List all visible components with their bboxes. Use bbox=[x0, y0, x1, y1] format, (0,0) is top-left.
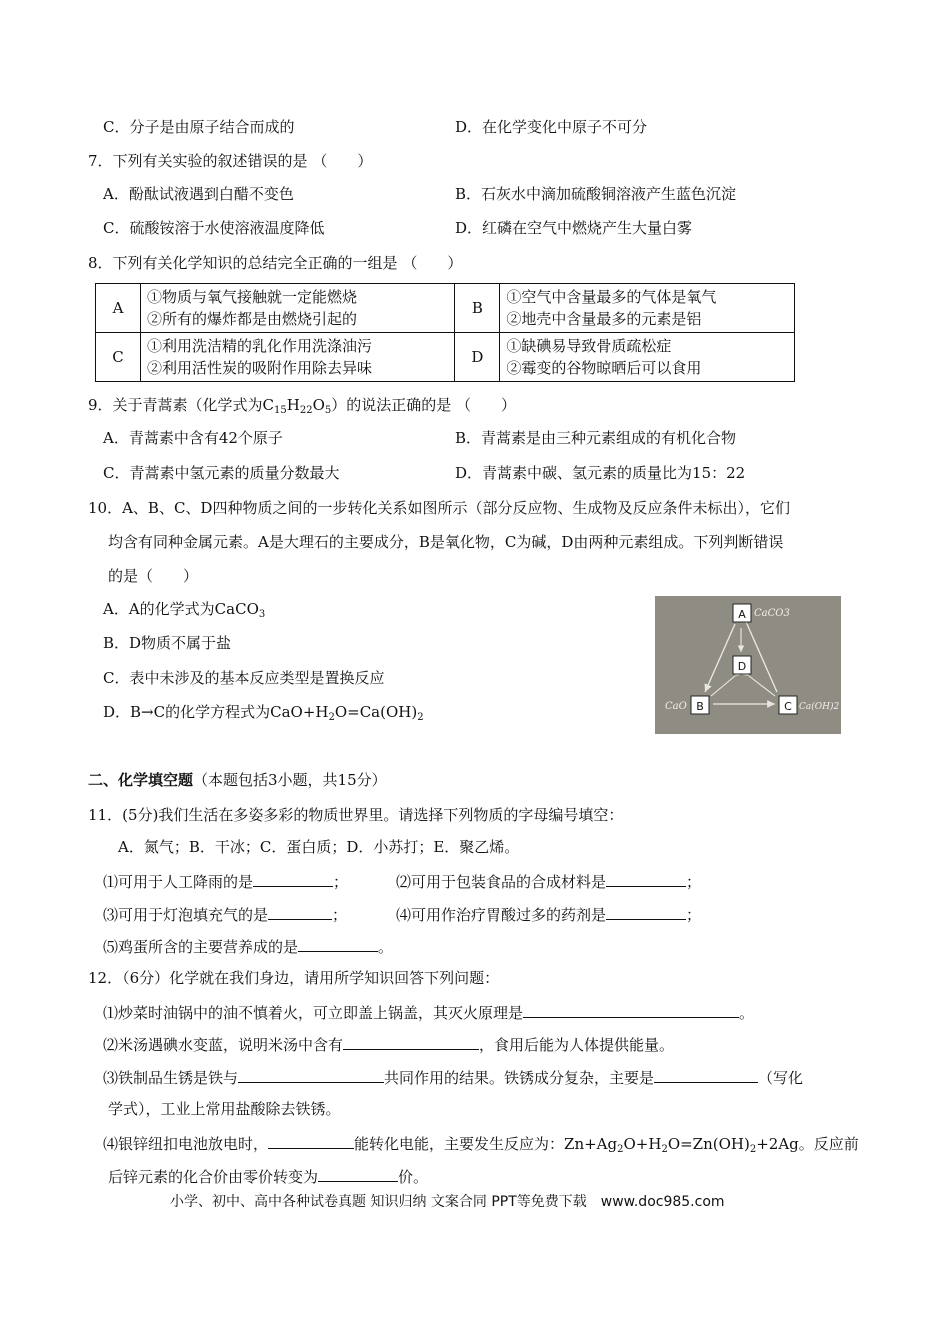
q8-b-item2: ②地壳中含量最多的元素是铝 bbox=[506, 310, 702, 328]
q11-part4 bbox=[396, 903, 701, 925]
node-d-label: D bbox=[737, 660, 747, 673]
q12-part4-text1: ⑷银锌纽扣电池放电时， bbox=[103, 1135, 269, 1153]
q7-option-a: A．酚酞试液遇到白醋不变色 bbox=[103, 185, 294, 203]
q10-option-d bbox=[103, 702, 424, 728]
q11-part1-punct: ； bbox=[333, 873, 349, 891]
q12-part2 bbox=[103, 1033, 674, 1055]
q11-part5 bbox=[103, 935, 393, 957]
q12-part3-text2: 共同作用的结果。铁锈成分复杂，主要是 bbox=[384, 1069, 655, 1087]
q12-part2-text1: ⑵米汤遇碘水变蓝，说明米汤中含有 bbox=[103, 1036, 344, 1054]
q12-blank2[interactable] bbox=[343, 1033, 479, 1050]
q12-part4-text6: 后锌元素的化合价由零价转变为 bbox=[108, 1168, 319, 1186]
q12-part4-text7: 价。 bbox=[398, 1168, 429, 1186]
q12-stem: 12．（6分）化学就在我们身边，请用所学知识回答下列问题： bbox=[88, 969, 500, 987]
q8-cell-d bbox=[500, 333, 795, 382]
q8-stem: 8．下列有关化学知识的总结完全正确的一组是 （ ） bbox=[88, 254, 463, 272]
q10-stem-line3: 的是（ ） bbox=[108, 567, 199, 585]
q12-part4-text2: 能转化电能，主要发生反应为：Zn+Ag bbox=[354, 1135, 618, 1153]
page-footer: 小学、初中、高中各种试卷真题 知识归纳 文案合同 PPT等免费下载 www.doc985.com bbox=[170, 1194, 725, 1210]
q12-part4-text5: +2Ag。反应前 bbox=[756, 1135, 859, 1153]
q8-cell-c bbox=[141, 333, 455, 382]
q8-table bbox=[95, 283, 795, 382]
handwritten-note-a: CaCO3 bbox=[754, 608, 790, 619]
q11-part5-text: ⑸鸡蛋所含的主要营养成的是 bbox=[103, 938, 299, 956]
node-c-label: C bbox=[784, 700, 792, 713]
q11-stem: 11．(5分)我们生活在多姿多彩的物质世界里。请选择下列物质的字母编号填空： bbox=[88, 806, 624, 824]
q8-d-item1: ①缺碘易导致骨质疏松症 bbox=[506, 337, 672, 355]
q9-option-d: D．青蒿素中碳、氢元素的质量比为15：22 bbox=[455, 464, 746, 482]
q11-blank3[interactable] bbox=[268, 903, 332, 920]
q10-a-text: A．A的化学式为CaCO bbox=[103, 600, 259, 618]
q12-part4-sub2: 2 bbox=[661, 1144, 668, 1155]
q10-diagram bbox=[655, 596, 841, 734]
q12-blank3[interactable] bbox=[238, 1066, 384, 1083]
handwritten-note-b: CaO bbox=[665, 701, 687, 712]
q7-stem: 7．下列有关实验的叙述错误的是 （ ） bbox=[88, 152, 373, 170]
q12-part3-text3: （写化 bbox=[758, 1069, 804, 1087]
q6-option-c: C．分子是由原子结合而成的 bbox=[103, 118, 295, 136]
q12-blank5[interactable] bbox=[268, 1132, 354, 1149]
q11-options: A．氮气；B．干冰；C．蛋白质；D．小苏打；E．聚乙烯。 bbox=[118, 838, 520, 856]
q8-cell-a bbox=[141, 284, 455, 333]
q10-stem-line1: 10．A、B、C、D四种物质之间的一步转化关系如图所示（部分反应物、生成物及反应条件未标出），它们 bbox=[88, 499, 790, 517]
q12-part4-text4: O=Zn(OH) bbox=[667, 1135, 750, 1153]
section2-heading bbox=[88, 770, 387, 790]
q8-b-item1: ①空气中含量最多的气体是氧气 bbox=[506, 288, 717, 306]
q11-part4-punct: ； bbox=[686, 906, 702, 924]
q10-option-b: B．D物质不属于盐 bbox=[103, 634, 232, 652]
q11-blank1[interactable] bbox=[253, 870, 333, 887]
node-a-label: A bbox=[738, 608, 746, 621]
q9-sub-c: 15 bbox=[274, 405, 287, 416]
q11-part1 bbox=[103, 870, 348, 892]
q10-option-a bbox=[103, 599, 265, 625]
q11-part3-text: ⑶可用于灯泡填充气的是 bbox=[103, 906, 269, 924]
q8-c-item2: ②利用活性炭的吸附作用除去异味 bbox=[147, 359, 373, 377]
q10-d-text1: D．B→C的化学方程式为CaO+H bbox=[103, 703, 329, 721]
q9-stem-o: O bbox=[312, 396, 325, 414]
q11-part5-punct: 。 bbox=[378, 938, 394, 956]
q8-c-item1: ①利用洗洁精的乳化作用洗涤油污 bbox=[147, 337, 373, 355]
q11-blank2[interactable] bbox=[606, 870, 686, 887]
q12-part4-text3: O+H bbox=[623, 1135, 662, 1153]
q11-part2-text: ⑵可用于包装食品的合成材料是 bbox=[396, 873, 607, 891]
q11-part4-text: ⑷可用作治疗胃酸过多的药剂是 bbox=[396, 906, 607, 924]
q11-part2-punct: ； bbox=[686, 873, 702, 891]
q10-d-text2: O=Ca(OH) bbox=[334, 703, 418, 721]
q10-option-c: C．表中未涉及的基本反应类型是置换反应 bbox=[103, 669, 385, 687]
q8-label-d: D bbox=[455, 333, 500, 382]
q9-stem bbox=[88, 395, 516, 421]
q12-part4-cont bbox=[108, 1165, 428, 1187]
q12-part1 bbox=[103, 1001, 754, 1023]
q11-part1-text: ⑴可用于人工降雨的是 bbox=[103, 873, 254, 891]
q12-part1-punct: 。 bbox=[739, 1004, 755, 1022]
q9-option-a: A．青蒿素中含有42个原子 bbox=[103, 429, 283, 447]
q11-part3-punct: ； bbox=[332, 906, 348, 924]
q8-label-b: B bbox=[455, 284, 500, 333]
q10-d-sub2: 2 bbox=[417, 712, 424, 723]
q7-option-c: C．硫酸铵溶于水使溶液温度降低 bbox=[103, 219, 325, 237]
node-b-label: B bbox=[696, 700, 704, 713]
handwritten-note-c: Ca(OH)2 bbox=[799, 702, 840, 712]
q12-blank4[interactable] bbox=[654, 1066, 758, 1083]
q9-sub-h: 22 bbox=[299, 405, 313, 416]
q12-part2-text2: ，食用后能为人体提供能量。 bbox=[479, 1036, 675, 1054]
q9-sub-o: 5 bbox=[324, 405, 332, 416]
q12-part4-sub1: 2 bbox=[617, 1144, 624, 1155]
q9-stem-post: ）的说法正确的是 （ ） bbox=[331, 396, 517, 414]
q8-d-item2: ②霉变的谷物晾晒后可以食用 bbox=[506, 359, 702, 377]
q12-part3 bbox=[103, 1066, 803, 1088]
q7-option-d: D．红磷在空气中燃烧产生大量白雾 bbox=[455, 219, 693, 237]
q10-a-sub: 3 bbox=[258, 609, 266, 620]
q11-part2 bbox=[396, 870, 701, 892]
q9-stem-pre: 9．关于青蒿素（化学式为C bbox=[88, 396, 275, 414]
q12-part4 bbox=[103, 1132, 859, 1160]
q12-part4-sub3: 2 bbox=[749, 1144, 757, 1155]
q12-part3-cont: 学式），工业上常用盐酸除去铁锈。 bbox=[108, 1100, 341, 1118]
q12-blank1[interactable] bbox=[523, 1001, 739, 1018]
q7-option-b: B．石灰水中滴加硫酸铜溶液产生蓝色沉淀 bbox=[455, 185, 737, 203]
q8-label-a: A bbox=[96, 284, 141, 333]
section2-note: （本题包括3小题，共15分） bbox=[193, 771, 387, 789]
q8-cell-b bbox=[500, 284, 795, 333]
q6-option-d: D．在化学变化中原子不可分 bbox=[455, 118, 648, 136]
q11-blank4[interactable] bbox=[606, 903, 686, 920]
section2-title: 二、化学填空题 bbox=[88, 771, 194, 789]
q12-part1-text: ⑴炒菜时油锅中的油不慎着火，可立即盖上锅盖，其灭火原理是 bbox=[103, 1004, 524, 1022]
q11-part3 bbox=[103, 903, 347, 925]
q12-blank6[interactable] bbox=[318, 1165, 398, 1182]
q11-blank5[interactable] bbox=[298, 935, 378, 952]
q12-part3-text1: ⑶铁制品生锈是铁与 bbox=[103, 1069, 239, 1087]
q9-option-c: C．青蒿素中氢元素的质量分数最大 bbox=[103, 464, 340, 482]
q10-stem-line2: 均含有同种金属元素。A是大理石的主要成分，B是氧化物，C为碱，D由两种元素组成。下列判断错误 bbox=[108, 533, 784, 551]
q9-option-b: B．青蒿素是由三种元素组成的有机化合物 bbox=[455, 429, 737, 447]
q8-a-item2: ②所有的爆炸都是由燃烧引起的 bbox=[147, 310, 358, 328]
q8-a-item1: ①物质与氧气接触就一定能燃烧 bbox=[147, 288, 358, 306]
q10-d-sub1: 2 bbox=[328, 712, 335, 723]
q9-stem-h: H bbox=[286, 396, 300, 414]
q8-label-c: C bbox=[96, 333, 141, 382]
q10-diagram-svg bbox=[655, 596, 841, 734]
